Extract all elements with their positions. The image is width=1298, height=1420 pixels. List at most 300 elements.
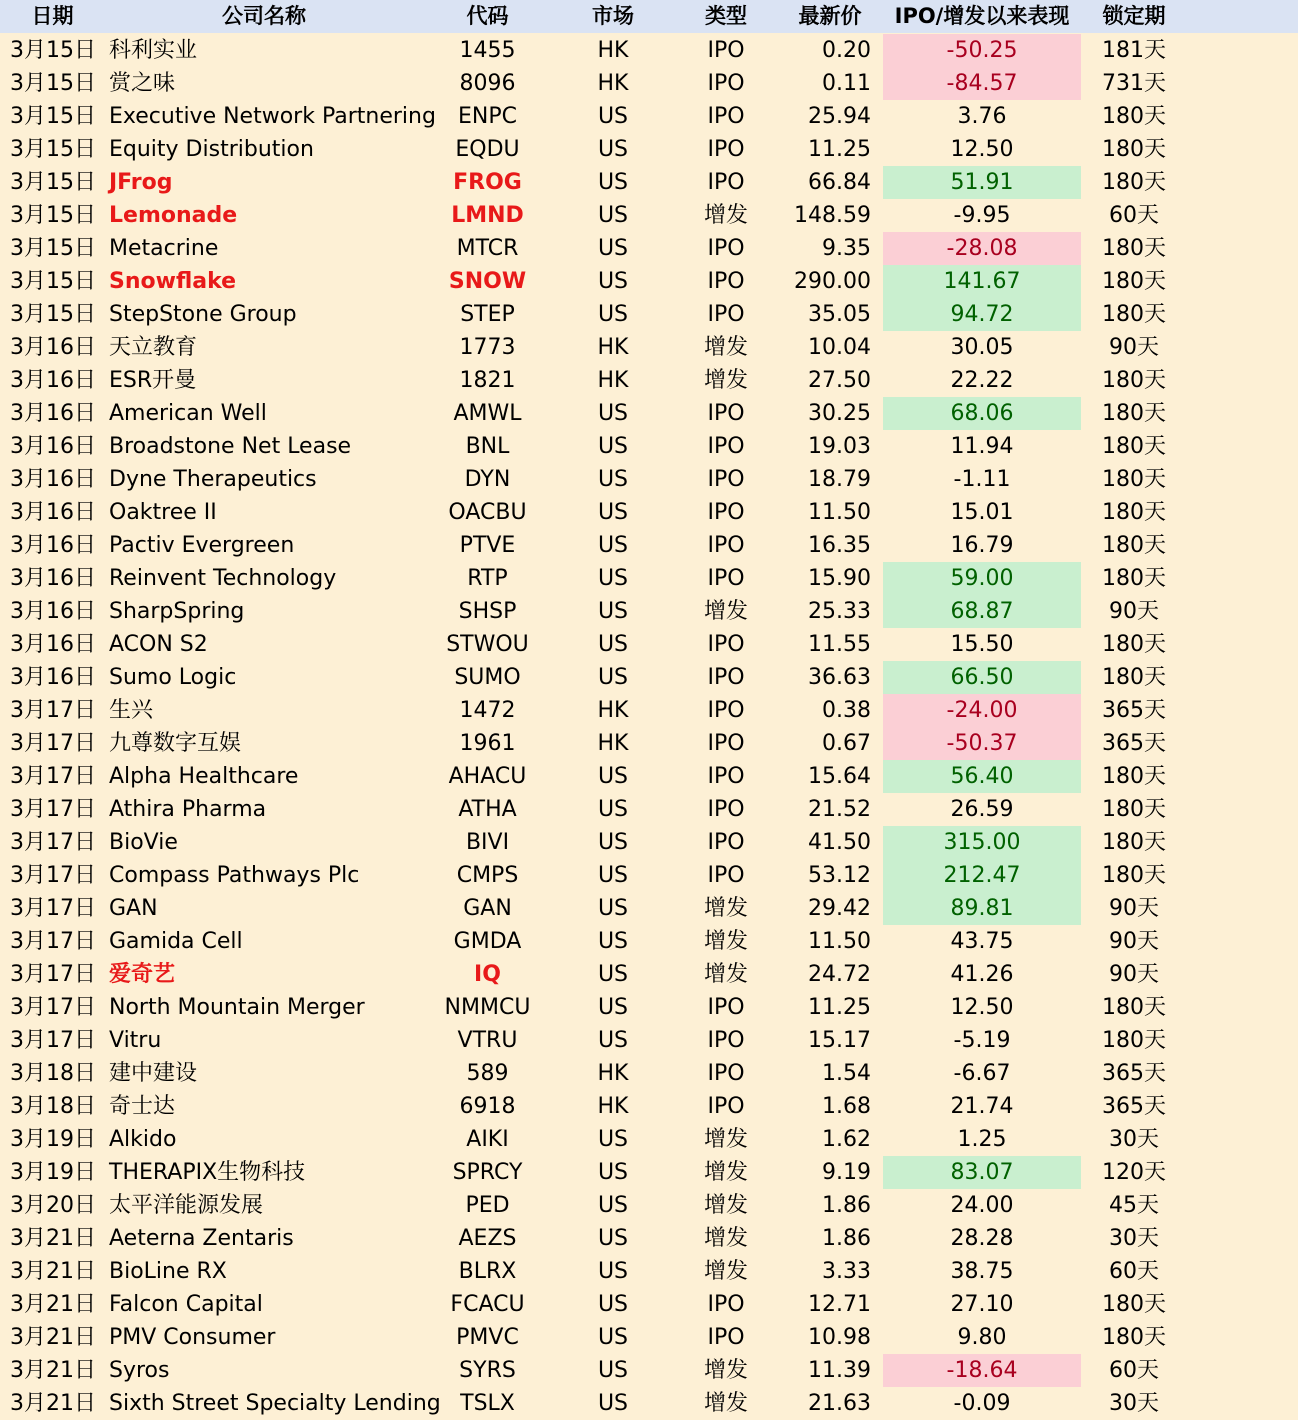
price-cell[interactable]: 12.71 [808, 1292, 871, 1317]
table-row[interactable] [0, 1024, 1298, 1057]
performance-cell[interactable]: 51.91 [883, 166, 1081, 199]
code-cell[interactable]: 1821 [459, 368, 516, 393]
type-cell[interactable]: IPO [707, 434, 745, 459]
name-cell[interactable]: 九尊数字互娱 [109, 731, 242, 756]
lockup-cell[interactable]: 90天 [1109, 335, 1159, 360]
price-cell[interactable]: 11.50 [808, 500, 871, 525]
market-cell[interactable]: US [597, 896, 629, 921]
date-cell[interactable]: 3月17日 [10, 731, 96, 756]
market-cell[interactable]: US [597, 1391, 629, 1416]
market-cell[interactable]: US [597, 1259, 629, 1284]
name-cell[interactable]: Equity Distribution [109, 137, 314, 162]
type-cell[interactable]: 增发 [703, 335, 748, 360]
date-cell[interactable]: 3月15日 [10, 269, 96, 294]
name-cell[interactable]: Falcon Capital [109, 1292, 263, 1317]
header-market[interactable]: 市场 [592, 4, 634, 28]
table-row[interactable] [0, 496, 1298, 529]
header-performance[interactable]: IPO/增发以来表现 [894, 4, 1070, 28]
date-cell[interactable]: 3月19日 [10, 1160, 96, 1185]
performance-cell[interactable]: -84.57 [883, 67, 1081, 100]
type-cell[interactable]: IPO [707, 632, 745, 657]
market-cell[interactable]: US [597, 1325, 629, 1350]
market-cell[interactable]: US [597, 1127, 629, 1152]
name-cell[interactable]: Lemonade [109, 203, 238, 228]
date-cell[interactable]: 3月16日 [10, 665, 96, 690]
performance-cell[interactable]: 3.76 [957, 104, 1007, 129]
code-cell[interactable]: EQDU [455, 137, 520, 162]
date-cell[interactable]: 3月17日 [10, 830, 96, 855]
code-cell[interactable]: AIKI [466, 1127, 509, 1152]
name-cell[interactable]: Syros [109, 1358, 170, 1383]
header-name[interactable]: 公司名称 [222, 4, 306, 28]
lockup-cell[interactable]: 180天 [1102, 467, 1166, 492]
type-cell[interactable]: IPO [707, 500, 745, 525]
name-cell[interactable]: THERAPIX生物科技 [109, 1160, 306, 1185]
price-cell[interactable]: 25.94 [808, 104, 871, 129]
date-cell[interactable]: 3月16日 [10, 599, 96, 624]
performance-cell[interactable]: 94.72 [883, 298, 1081, 331]
table-row[interactable] [0, 760, 1298, 793]
code-cell[interactable]: 6918 [459, 1094, 516, 1119]
code-cell[interactable]: 1773 [459, 335, 516, 360]
date-cell[interactable]: 3月16日 [10, 434, 96, 459]
table-row[interactable] [0, 34, 1298, 67]
performance-cell[interactable]: 15.01 [950, 500, 1014, 525]
lockup-cell[interactable]: 60天 [1109, 1358, 1159, 1383]
name-cell[interactable]: 建中建设 [109, 1061, 198, 1086]
type-cell[interactable]: 增发 [703, 929, 748, 954]
lockup-cell[interactable]: 45天 [1109, 1193, 1159, 1218]
performance-cell[interactable]: -24.00 [883, 694, 1081, 727]
market-cell[interactable]: US [597, 1028, 629, 1053]
date-cell[interactable]: 3月17日 [10, 962, 96, 987]
code-cell[interactable]: AHACU [448, 764, 527, 789]
name-cell[interactable]: StepStone Group [109, 302, 297, 327]
date-cell[interactable]: 3月18日 [10, 1094, 96, 1119]
table-row[interactable] [0, 67, 1298, 100]
price-cell[interactable]: 1.54 [822, 1061, 871, 1086]
price-cell[interactable]: 30.25 [808, 401, 871, 426]
performance-cell[interactable]: -6.67 [953, 1061, 1011, 1086]
price-cell[interactable]: 66.84 [808, 170, 871, 195]
price-cell[interactable]: 9.35 [822, 236, 871, 261]
market-cell[interactable]: HK [597, 1061, 629, 1086]
name-cell[interactable]: Reinvent Technology [109, 566, 337, 591]
lockup-cell[interactable]: 180天 [1102, 401, 1166, 426]
market-cell[interactable]: HK [597, 731, 629, 756]
table-row[interactable] [0, 397, 1298, 430]
performance-cell[interactable]: 12.50 [950, 995, 1014, 1020]
date-cell[interactable]: 3月16日 [10, 401, 96, 426]
type-cell[interactable]: 增发 [703, 896, 748, 921]
table-row[interactable] [0, 727, 1298, 760]
date-cell[interactable]: 3月16日 [10, 368, 96, 393]
name-cell[interactable]: PMV Consumer [109, 1325, 276, 1350]
lockup-cell[interactable]: 365天 [1102, 1061, 1166, 1086]
type-cell[interactable]: 增发 [703, 1226, 748, 1251]
type-cell[interactable]: IPO [707, 1292, 745, 1317]
performance-cell[interactable]: 11.94 [950, 434, 1014, 459]
date-cell[interactable]: 3月18日 [10, 1061, 96, 1086]
price-cell[interactable]: 1.86 [822, 1226, 871, 1251]
market-cell[interactable]: HK [597, 698, 629, 723]
code-cell[interactable]: AEZS [458, 1226, 517, 1251]
price-cell[interactable]: 1.68 [822, 1094, 871, 1119]
market-cell[interactable]: HK [597, 1094, 629, 1119]
table-row[interactable] [0, 1189, 1298, 1222]
market-cell[interactable]: US [597, 170, 629, 195]
performance-cell[interactable]: 16.79 [950, 533, 1014, 558]
name-cell[interactable]: Gamida Cell [109, 929, 243, 954]
price-cell[interactable]: 15.90 [808, 566, 871, 591]
code-cell[interactable]: VTRU [457, 1028, 518, 1053]
performance-cell[interactable]: 59.00 [883, 562, 1081, 595]
market-cell[interactable]: US [597, 137, 629, 162]
date-cell[interactable]: 3月21日 [10, 1325, 96, 1350]
performance-cell[interactable]: 28.28 [950, 1226, 1014, 1251]
type-cell[interactable]: IPO [707, 104, 745, 129]
performance-cell[interactable]: 30.05 [950, 335, 1014, 360]
type-cell[interactable]: IPO [707, 665, 745, 690]
table-row[interactable] [0, 298, 1298, 331]
market-cell[interactable]: US [597, 269, 629, 294]
date-cell[interactable]: 3月17日 [10, 1028, 96, 1053]
table-row[interactable] [0, 1387, 1298, 1420]
lockup-cell[interactable]: 180天 [1102, 104, 1166, 129]
date-cell[interactable]: 3月21日 [10, 1358, 96, 1383]
type-cell[interactable]: 增发 [703, 599, 748, 624]
code-cell[interactable]: SUMO [454, 665, 521, 690]
code-cell[interactable]: AMWL [453, 401, 522, 426]
price-cell[interactable]: 10.04 [808, 335, 871, 360]
name-cell[interactable]: GAN [109, 896, 158, 921]
table-row[interactable] [0, 661, 1298, 694]
lockup-cell[interactable]: 180天 [1102, 434, 1166, 459]
code-cell[interactable]: GAN [463, 896, 512, 921]
price-cell[interactable]: 15.17 [808, 1028, 871, 1053]
price-cell[interactable]: 3.33 [822, 1259, 871, 1284]
table-row[interactable] [0, 925, 1298, 958]
performance-cell[interactable]: 9.80 [957, 1325, 1007, 1350]
table-row[interactable] [0, 1288, 1298, 1321]
lockup-cell[interactable]: 180天 [1102, 368, 1166, 393]
code-cell[interactable]: NMMCU [444, 995, 531, 1020]
date-cell[interactable]: 3月16日 [10, 467, 96, 492]
type-cell[interactable]: IPO [707, 731, 745, 756]
lockup-cell[interactable]: 180天 [1102, 236, 1166, 261]
price-cell[interactable]: 25.33 [808, 599, 871, 624]
date-cell[interactable]: 3月17日 [10, 929, 96, 954]
date-cell[interactable]: 3月20日 [10, 1193, 96, 1218]
market-cell[interactable]: US [597, 929, 629, 954]
table-row[interactable] [0, 529, 1298, 562]
market-cell[interactable]: HK [597, 335, 629, 360]
name-cell[interactable]: 天立教育 [109, 335, 198, 360]
price-cell[interactable]: 35.05 [808, 302, 871, 327]
price-cell[interactable]: 19.03 [808, 434, 871, 459]
price-cell[interactable]: 27.50 [808, 368, 871, 393]
type-cell[interactable]: IPO [707, 797, 745, 822]
type-cell[interactable]: IPO [707, 38, 745, 63]
table-row[interactable] [0, 859, 1298, 892]
lockup-cell[interactable]: 60天 [1109, 1259, 1159, 1284]
lockup-cell[interactable]: 30天 [1109, 1391, 1159, 1416]
performance-cell[interactable]: -18.64 [883, 1354, 1081, 1387]
price-cell[interactable]: 41.50 [808, 830, 871, 855]
table-row[interactable] [0, 1123, 1298, 1156]
name-cell[interactable]: Alpha Healthcare [109, 764, 299, 789]
price-cell[interactable]: 11.39 [808, 1358, 871, 1383]
market-cell[interactable]: US [597, 467, 629, 492]
type-cell[interactable]: IPO [707, 566, 745, 591]
lockup-cell[interactable]: 120天 [1102, 1160, 1166, 1185]
date-cell[interactable]: 3月17日 [10, 896, 96, 921]
performance-cell[interactable]: 66.50 [883, 661, 1081, 694]
type-cell[interactable]: 增发 [703, 1193, 748, 1218]
performance-cell[interactable]: 21.74 [950, 1094, 1014, 1119]
table-row[interactable] [0, 463, 1298, 496]
lockup-cell[interactable]: 181天 [1102, 38, 1166, 63]
performance-cell[interactable]: -28.08 [883, 232, 1081, 265]
date-cell[interactable]: 3月17日 [10, 698, 96, 723]
table-row[interactable] [0, 133, 1298, 166]
market-cell[interactable]: US [597, 1226, 629, 1251]
market-cell[interactable]: US [597, 599, 629, 624]
table-row[interactable] [0, 1354, 1298, 1387]
market-cell[interactable]: US [597, 566, 629, 591]
table-row[interactable] [0, 331, 1298, 364]
performance-cell[interactable]: 43.75 [950, 929, 1014, 954]
performance-cell[interactable]: 89.81 [883, 892, 1081, 925]
code-cell[interactable]: SPRCY [452, 1160, 523, 1185]
lockup-cell[interactable]: 180天 [1102, 863, 1166, 888]
name-cell[interactable]: 生兴 [109, 698, 154, 723]
date-cell[interactable]: 3月16日 [10, 632, 96, 657]
name-cell[interactable]: Athira Pharma [109, 797, 267, 822]
code-cell[interactable]: DYN [464, 467, 511, 492]
date-cell[interactable]: 3月15日 [10, 203, 96, 228]
price-cell[interactable]: 0.67 [822, 731, 871, 756]
table-row[interactable] [0, 1090, 1298, 1123]
lockup-cell[interactable]: 180天 [1102, 137, 1166, 162]
type-cell[interactable]: 增发 [703, 1160, 748, 1185]
lockup-cell[interactable]: 180天 [1102, 269, 1166, 294]
lockup-cell[interactable]: 180天 [1102, 533, 1166, 558]
market-cell[interactable]: US [597, 1160, 629, 1185]
performance-cell[interactable]: -50.25 [883, 34, 1081, 67]
name-cell[interactable]: BioVie [109, 830, 178, 855]
performance-cell[interactable]: 68.06 [883, 397, 1081, 430]
lockup-cell[interactable]: 180天 [1102, 1292, 1166, 1317]
price-cell[interactable]: 15.64 [808, 764, 871, 789]
type-cell[interactable]: 增发 [703, 962, 748, 987]
type-cell[interactable]: IPO [707, 467, 745, 492]
name-cell[interactable]: ACON S2 [109, 632, 208, 657]
table-row[interactable] [0, 958, 1298, 991]
code-cell[interactable]: PMVC [456, 1325, 519, 1350]
price-cell[interactable]: 10.98 [808, 1325, 871, 1350]
price-cell[interactable]: 21.52 [808, 797, 871, 822]
price-cell[interactable]: 11.25 [808, 137, 871, 162]
market-cell[interactable]: US [597, 533, 629, 558]
performance-cell[interactable]: 26.59 [950, 797, 1014, 822]
name-cell[interactable]: Aeterna Zentaris [109, 1226, 294, 1251]
price-cell[interactable]: 148.59 [794, 203, 871, 228]
price-cell[interactable]: 9.19 [822, 1160, 871, 1185]
type-cell[interactable]: IPO [707, 302, 745, 327]
performance-cell[interactable]: 41.26 [950, 962, 1014, 987]
lockup-cell[interactable]: 90天 [1109, 929, 1159, 954]
type-cell[interactable]: IPO [707, 698, 745, 723]
name-cell[interactable]: Sixth Street Specialty Lending [109, 1391, 441, 1416]
code-cell[interactable]: MTCR [456, 236, 519, 261]
price-cell[interactable]: 36.63 [808, 665, 871, 690]
market-cell[interactable]: US [597, 1292, 629, 1317]
table-row[interactable] [0, 1255, 1298, 1288]
performance-cell[interactable]: -9.95 [953, 203, 1011, 228]
type-cell[interactable]: IPO [707, 1028, 745, 1053]
date-cell[interactable]: 3月15日 [10, 170, 96, 195]
code-cell[interactable]: SYRS [459, 1358, 516, 1383]
table-row[interactable] [0, 562, 1298, 595]
date-cell[interactable]: 3月21日 [10, 1391, 96, 1416]
name-cell[interactable]: Oaktree II [109, 500, 217, 525]
price-cell[interactable]: 1.86 [822, 1193, 871, 1218]
market-cell[interactable]: US [597, 434, 629, 459]
table-row[interactable] [0, 1222, 1298, 1255]
table-row[interactable] [0, 1321, 1298, 1354]
type-cell[interactable]: IPO [707, 995, 745, 1020]
header-price[interactable]: 最新价 [798, 4, 862, 28]
lockup-cell[interactable]: 60天 [1109, 203, 1159, 228]
market-cell[interactable]: HK [597, 38, 629, 63]
price-cell[interactable]: 1.62 [822, 1127, 871, 1152]
name-cell[interactable]: Broadstone Net Lease [109, 434, 352, 459]
code-cell[interactable]: BLRX [458, 1259, 517, 1284]
market-cell[interactable]: HK [597, 368, 629, 393]
type-cell[interactable]: IPO [707, 71, 745, 96]
date-cell[interactable]: 3月15日 [10, 302, 96, 327]
code-cell[interactable]: ATHA [458, 797, 517, 822]
date-cell[interactable]: 3月17日 [10, 995, 96, 1020]
performance-cell[interactable]: -0.09 [953, 1391, 1011, 1416]
name-cell[interactable]: Vitru [109, 1028, 162, 1053]
performance-cell[interactable]: 212.47 [883, 859, 1081, 892]
date-cell[interactable]: 3月17日 [10, 764, 96, 789]
name-cell[interactable]: American Well [109, 401, 267, 426]
lockup-cell[interactable]: 180天 [1102, 797, 1166, 822]
market-cell[interactable]: US [597, 1358, 629, 1383]
price-cell[interactable]: 290.00 [794, 269, 871, 294]
table-row[interactable] [0, 1057, 1298, 1090]
lockup-cell[interactable]: 365天 [1102, 731, 1166, 756]
date-cell[interactable]: 3月16日 [10, 533, 96, 558]
header-date[interactable]: 日期 [31, 4, 74, 28]
name-cell[interactable]: JFrog [109, 170, 173, 195]
type-cell[interactable]: IPO [707, 1061, 745, 1086]
performance-cell[interactable]: 27.10 [950, 1292, 1014, 1317]
table-row[interactable] [0, 1156, 1298, 1189]
date-cell[interactable]: 3月16日 [10, 500, 96, 525]
performance-cell[interactable]: 15.50 [950, 632, 1014, 657]
date-cell[interactable]: 3月15日 [10, 236, 96, 261]
name-cell[interactable]: North Mountain Merger [109, 995, 365, 1020]
price-cell[interactable]: 11.55 [808, 632, 871, 657]
name-cell[interactable]: Dyne Therapeutics [109, 467, 317, 492]
code-cell[interactable]: STEP [460, 302, 515, 327]
price-cell[interactable]: 24.72 [808, 962, 871, 987]
code-cell[interactable]: 589 [466, 1061, 509, 1086]
type-cell[interactable]: IPO [707, 1325, 745, 1350]
lockup-cell[interactable]: 365天 [1102, 1094, 1166, 1119]
date-cell[interactable]: 3月15日 [10, 104, 96, 129]
market-cell[interactable]: US [597, 962, 629, 987]
name-cell[interactable]: 赏之味 [109, 71, 176, 96]
code-cell[interactable]: TSLX [460, 1391, 515, 1416]
market-cell[interactable]: US [597, 302, 629, 327]
performance-cell[interactable]: 12.50 [950, 137, 1014, 162]
lockup-cell[interactable]: 180天 [1102, 1325, 1166, 1350]
header-type[interactable]: 类型 [705, 4, 747, 28]
date-cell[interactable]: 3月19日 [10, 1127, 96, 1152]
table-row[interactable] [0, 595, 1298, 628]
performance-cell[interactable]: 24.00 [950, 1193, 1014, 1218]
type-cell[interactable]: IPO [707, 401, 745, 426]
name-cell[interactable]: Snowflake [109, 269, 237, 294]
name-cell[interactable]: Sumo Logic [109, 665, 237, 690]
code-cell[interactable]: ENPC [458, 104, 517, 129]
lockup-cell[interactable]: 180天 [1102, 665, 1166, 690]
market-cell[interactable]: US [597, 995, 629, 1020]
price-cell[interactable]: 21.63 [808, 1391, 871, 1416]
table-row[interactable] [0, 694, 1298, 727]
performance-cell[interactable]: 22.22 [950, 368, 1014, 393]
type-cell[interactable]: IPO [707, 1094, 745, 1119]
lockup-cell[interactable]: 30天 [1109, 1226, 1159, 1251]
lockup-cell[interactable]: 180天 [1102, 632, 1166, 657]
name-cell[interactable]: Metacrine [109, 236, 219, 261]
market-cell[interactable]: US [597, 401, 629, 426]
lockup-cell[interactable]: 180天 [1102, 566, 1166, 591]
lockup-cell[interactable]: 30天 [1109, 1127, 1159, 1152]
type-cell[interactable]: IPO [707, 137, 745, 162]
lockup-cell[interactable]: 731天 [1102, 71, 1166, 96]
type-cell[interactable]: 增发 [703, 203, 748, 228]
code-cell[interactable]: CMPS [456, 863, 519, 888]
price-cell[interactable]: 0.11 [822, 71, 871, 96]
table-row[interactable] [0, 826, 1298, 859]
price-cell[interactable]: 16.35 [808, 533, 871, 558]
name-cell[interactable]: 爱奇艺 [109, 962, 176, 987]
market-cell[interactable]: US [597, 863, 629, 888]
type-cell[interactable]: IPO [707, 269, 745, 294]
date-cell[interactable]: 3月15日 [10, 38, 96, 63]
code-cell[interactable]: PTVE [459, 533, 516, 558]
table-row[interactable] [0, 100, 1298, 133]
code-cell[interactable]: 1961 [459, 731, 516, 756]
performance-cell[interactable]: -1.11 [953, 467, 1011, 492]
date-cell[interactable]: 3月21日 [10, 1259, 96, 1284]
code-cell[interactable]: PED [465, 1193, 510, 1218]
performance-cell[interactable]: -50.37 [883, 727, 1081, 760]
market-cell[interactable]: US [597, 236, 629, 261]
table-row[interactable] [0, 364, 1298, 397]
type-cell[interactable]: IPO [707, 236, 745, 261]
performance-cell[interactable]: 141.67 [883, 265, 1081, 298]
lockup-cell[interactable]: 180天 [1102, 830, 1166, 855]
date-cell[interactable]: 3月17日 [10, 863, 96, 888]
performance-cell[interactable]: 1.25 [957, 1127, 1007, 1152]
